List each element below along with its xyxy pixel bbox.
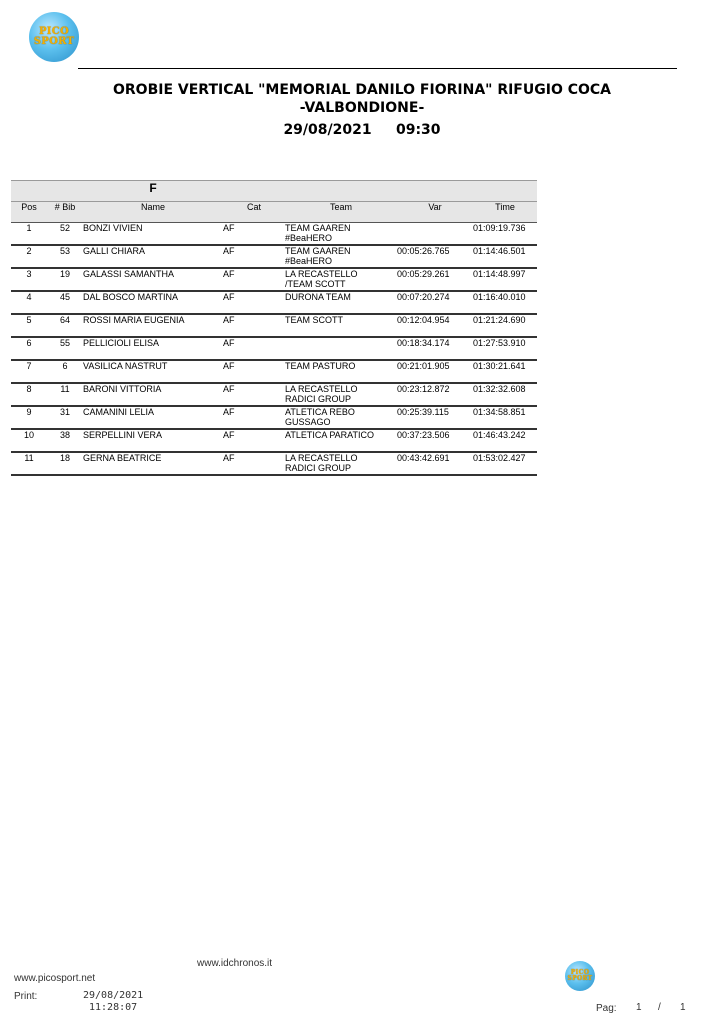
event-time: 09:30 [395, 122, 441, 138]
results-table [11, 180, 537, 476]
row-bib: 38 [47, 429, 83, 452]
row-name: GERNA BEATRICE [83, 452, 223, 475]
row-team-line1: LA RECASTELLO [285, 384, 358, 394]
col-cat: Cat [223, 202, 285, 223]
row-team [285, 452, 397, 475]
row-pos: 1 [11, 223, 47, 246]
row-var: 00:23:12.872 [397, 383, 473, 406]
row-team-line2: #BeaHERO [285, 233, 333, 243]
row-bib: 64 [47, 314, 83, 337]
row-name: CAMANINI LELIA [83, 406, 223, 429]
row-team-line1: LA RECASTELLO [285, 269, 358, 279]
col-pos: Pos [11, 202, 47, 223]
row-pos: 5 [11, 314, 47, 337]
logo-line1: PICO [38, 26, 70, 37]
row-cat: AF [223, 245, 285, 268]
row-team-line1: ATLETICA PARATICO [285, 430, 375, 440]
row-pos: 2 [11, 245, 47, 268]
row-time: 01:14:48.997 [473, 268, 537, 291]
row-team-line1: DURONA TEAM [285, 292, 351, 302]
result-row [11, 360, 537, 383]
row-team-line2: RADICI GROUP [285, 394, 352, 404]
row-time: 01:16:40.010 [473, 291, 537, 314]
row-cat: AF [223, 429, 285, 452]
idchronos-url: www.idchronos.it [197, 958, 273, 969]
row-cat: AF [223, 223, 285, 246]
event-date: 29/08/2021 [283, 122, 372, 138]
col-team: Team [285, 202, 397, 223]
row-name: VASILICA NASTRUT [83, 360, 223, 383]
result-row [11, 406, 537, 429]
row-cat: AF [223, 291, 285, 314]
row-team-line1: TEAM PASTURO [285, 361, 356, 371]
header-divider [78, 68, 677, 69]
result-row [11, 245, 537, 268]
row-time: 01:32:32.608 [473, 383, 537, 406]
page-label: Pag: [596, 1003, 617, 1014]
result-row [11, 429, 537, 452]
row-team [285, 223, 397, 246]
row-team-line2: GUSSAGO [285, 417, 331, 427]
row-var: 00:07:20.274 [397, 291, 473, 314]
row-cat: AF [223, 406, 285, 429]
column-header-row [11, 202, 537, 223]
row-pos: 6 [11, 337, 47, 360]
row-bib: 52 [47, 223, 83, 246]
result-row [11, 452, 537, 475]
row-team [285, 360, 397, 383]
result-row [11, 383, 537, 406]
row-name: GALLI CHIARA [83, 245, 223, 268]
row-pos: 7 [11, 360, 47, 383]
print-date: 29/08/2021 [83, 990, 144, 1001]
col-time: Time [473, 202, 537, 223]
row-var: 00:37:23.506 [397, 429, 473, 452]
row-bib: 45 [47, 291, 83, 314]
row-var: 00:18:34.174 [397, 337, 473, 360]
row-time: 01:53:02.427 [473, 452, 537, 475]
row-pos: 4 [11, 291, 47, 314]
row-var: 00:25:39.115 [397, 406, 473, 429]
row-cat: AF [223, 452, 285, 475]
row-team [285, 314, 397, 337]
row-team [285, 245, 397, 268]
col-bib: # Bib [47, 202, 83, 223]
row-name: BARONI VITTORIA [83, 383, 223, 406]
row-team-line1: TEAM GAAREN [285, 223, 351, 233]
category-label: F [83, 181, 223, 202]
print-label: Print: [14, 991, 38, 1002]
row-name: GALASSI SAMANTHA [83, 268, 223, 291]
row-pos: 9 [11, 406, 47, 429]
row-pos: 11 [11, 452, 47, 475]
row-team-line2: RADICI GROUP [285, 463, 352, 473]
result-row [11, 337, 537, 360]
event-title-line1: OROBIE VERTICAL "MEMORIAL DANILO FIORINA" RIFUGIO COCA [113, 82, 611, 98]
row-var: 00:43:42.691 [397, 452, 473, 475]
row-team-line1: ATLETICA REBO [285, 407, 355, 417]
row-name: SERPELLINI VERA [83, 429, 223, 452]
result-row [11, 314, 537, 337]
page-separator: / [658, 1002, 661, 1013]
row-cat: AF [223, 314, 285, 337]
row-var: 00:05:26.765 [397, 245, 473, 268]
row-time: 01:30:21.641 [473, 360, 537, 383]
row-name: ROSSI MARIA EUGENIA [83, 314, 223, 337]
row-team-line1: TEAM SCOTT [285, 315, 343, 325]
row-time: 01:34:58.851 [473, 406, 537, 429]
page-total: 1 [680, 1002, 686, 1013]
row-bib: 31 [47, 406, 83, 429]
row-team [285, 383, 397, 406]
logo-footer-line2: SPORT [567, 975, 593, 982]
row-cat: AF [223, 360, 285, 383]
logo-footer-line1: PICO [570, 969, 590, 976]
row-team [285, 337, 397, 360]
picosport-url: www.picosport.net [14, 973, 96, 984]
category-row [11, 181, 537, 202]
logo-line2: SPORT [33, 36, 75, 47]
row-var: 00:12:04.954 [397, 314, 473, 337]
row-team-line2: /TEAM SCOTT [285, 279, 346, 289]
row-time: 01:46:43.242 [473, 429, 537, 452]
print-time: 11:28:07 [89, 1002, 138, 1013]
row-cat: AF [223, 268, 285, 291]
row-bib: 6 [47, 360, 83, 383]
row-name: DAL BOSCO MARTINA [83, 291, 223, 314]
row-pos: 10 [11, 429, 47, 452]
row-var [397, 223, 473, 246]
row-team [285, 429, 397, 452]
picosport-logo-footer [565, 961, 595, 991]
row-var: 00:21:01.905 [397, 360, 473, 383]
row-cat: AF [223, 383, 285, 406]
row-time: 01:14:46.501 [473, 245, 537, 268]
row-team-line1: TEAM GAAREN [285, 246, 351, 256]
event-title-line2: -VALBONDIONE- [299, 100, 425, 116]
row-bib: 55 [47, 337, 83, 360]
row-pos: 3 [11, 268, 47, 291]
results-body [11, 223, 537, 476]
row-team-line1: LA RECASTELLO [285, 453, 358, 463]
result-row [11, 268, 537, 291]
row-bib: 18 [47, 452, 83, 475]
row-team-line2: #BeaHERO [285, 256, 333, 266]
row-cat: AF [223, 337, 285, 360]
col-name: Name [83, 202, 223, 223]
row-time: 01:21:24.690 [473, 314, 537, 337]
result-row [11, 291, 537, 314]
row-team [285, 268, 397, 291]
row-time: 01:27:53.910 [473, 337, 537, 360]
row-team [285, 291, 397, 314]
row-time: 01:09:19.736 [473, 223, 537, 246]
row-bib: 11 [47, 383, 83, 406]
row-pos: 8 [11, 383, 47, 406]
result-row [11, 223, 537, 246]
row-var: 00:05:29.261 [397, 268, 473, 291]
col-var: Var [397, 202, 473, 223]
row-bib: 19 [47, 268, 83, 291]
row-name: BONZI VIVIEN [83, 223, 223, 246]
row-name: PELLICIOLI ELISA [83, 337, 223, 360]
page-current: 1 [636, 1002, 642, 1013]
picosport-logo [29, 12, 79, 62]
event-datetime [0, 122, 724, 138]
row-bib: 53 [47, 245, 83, 268]
row-team [285, 406, 397, 429]
